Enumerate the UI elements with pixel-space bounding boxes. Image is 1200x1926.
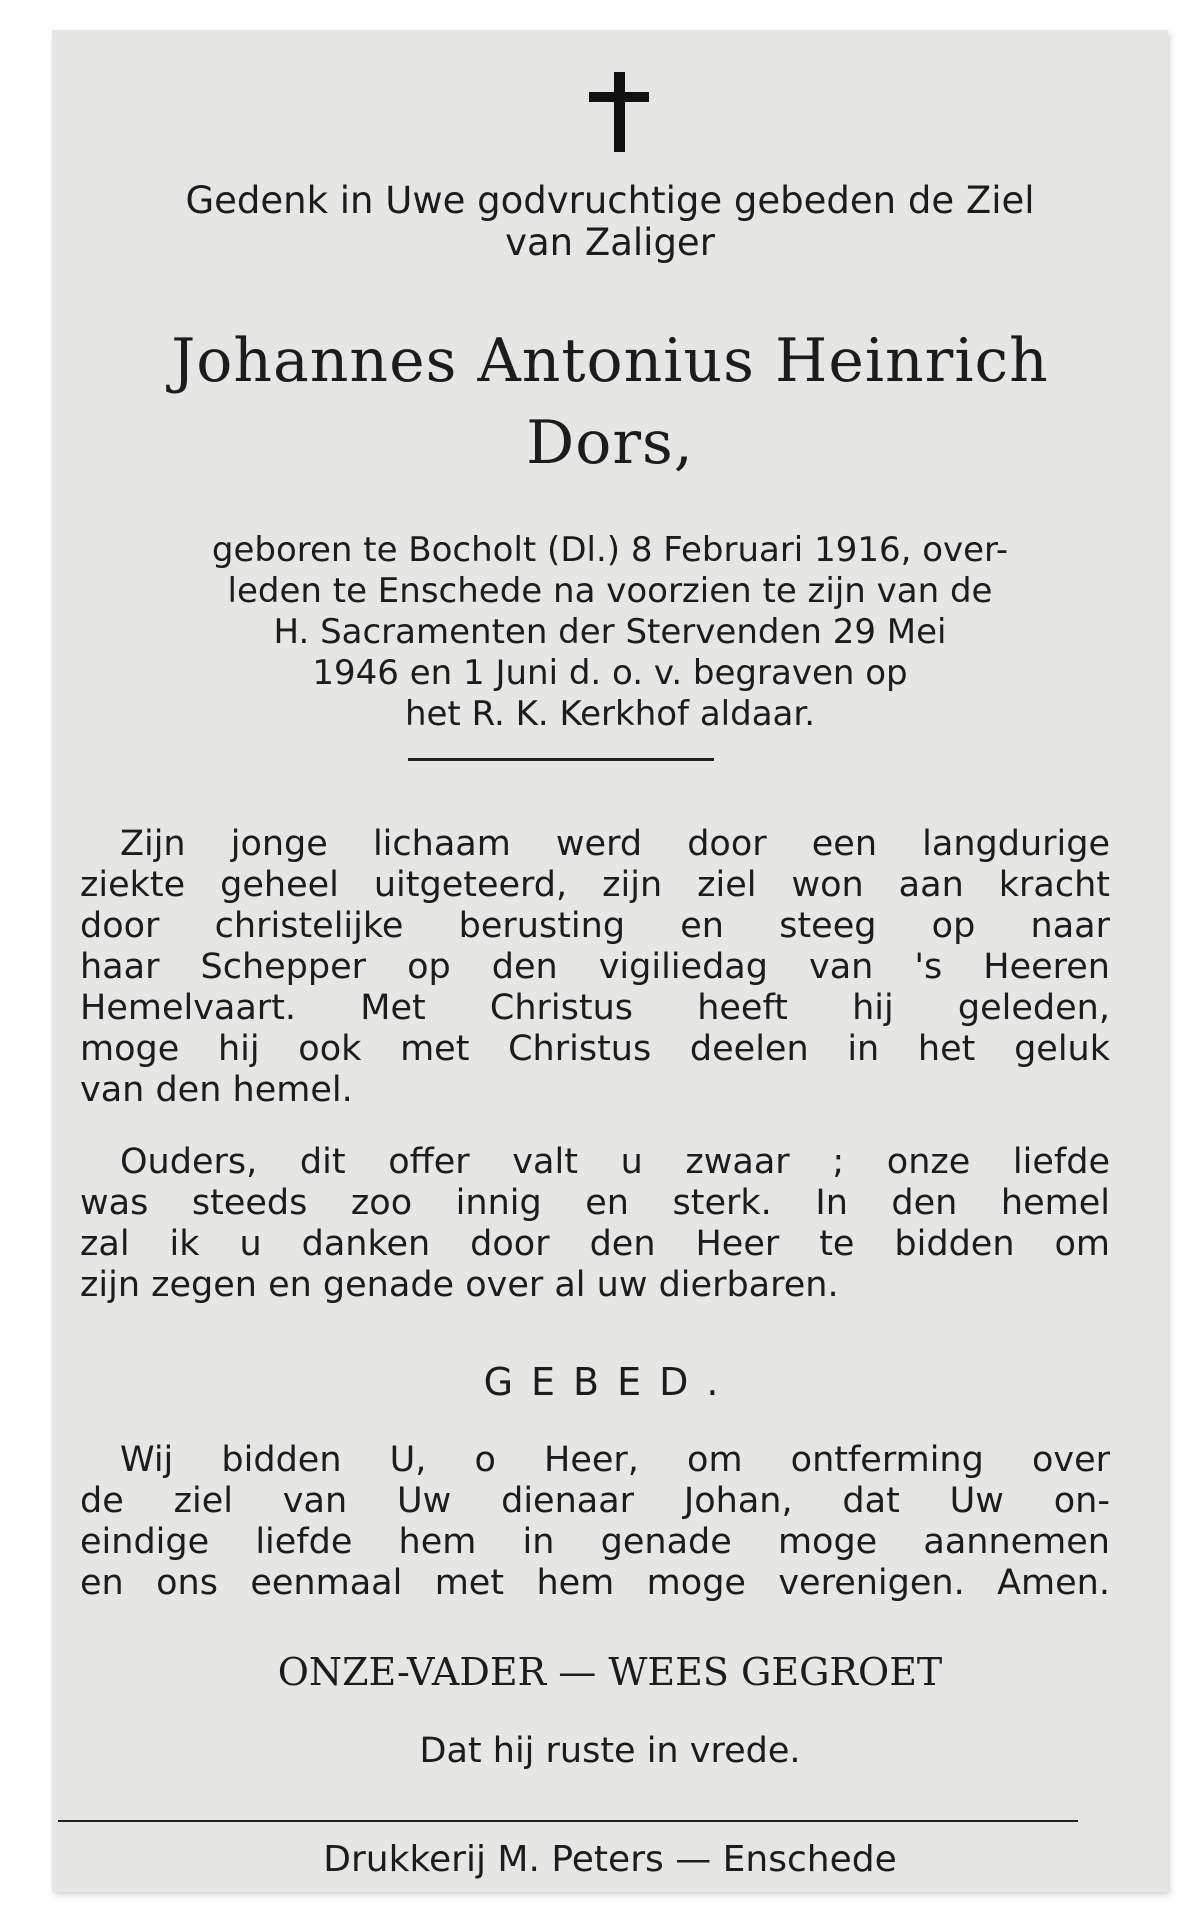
prayer-text: Wij bidden U, o Heer, om ontferming over de ziel van Uw dienaar Johan, dat Uw on- eindige liefde hem in genade moge aannemen en ons eenmaal met hem moge verenigen. Amen. [80,1440,1110,1603]
memorial-card [52,30,1168,1892]
divider-short [408,758,714,761]
prayer-title: GEBED. [483,1360,737,1404]
cross-icon [587,72,651,152]
deceased-name: Johannes Antonius Heinrich Dors, [171,326,1049,478]
rest-in-peace-line: Dat hij ruste in vrede. [419,1731,801,1771]
closing-prayers: ONZE-VADER — WEES GEGROET [277,1650,943,1694]
paragraph-1: Zijn jonge lichaam werd door een langdurige ziekte geheel uitgeteerd, zijn ziel won aan kracht door christelijke berusting en steeg op naar haar Schepper op den vigiliedag van 's Heeren Hemelvaart. Met Christus heeft hij geleden, moge hij ook met Christus deelen in het geluk van den hemel. [80,824,1110,1110]
printer-credit: Drukkerij M. Peters — Enschede [323,1839,897,1880]
paragraph-2: Ouders, dit offer valt u zwaar ; onze liefde was steeds zoo innig en sterk. In den hemel zal ik u danken door den Heer te bidden om zijn zegen en genade over al uw dierbaren. [80,1142,1110,1305]
life-details: geboren te Bocholt (Dl.) 8 Februari 1916, over- leden te Enschede na voorzien te zijn van de H. Sacramenten der Stervenden 29 Mei 1946 en 1 Juni d. o. v. begraven op het R. K. Kerkhof aldaar. [211,530,1009,734]
divider-long [58,1820,1078,1822]
intro-text: Gedenk in Uwe godvruchtige gebeden de Ziel van Zaliger [185,179,1035,264]
